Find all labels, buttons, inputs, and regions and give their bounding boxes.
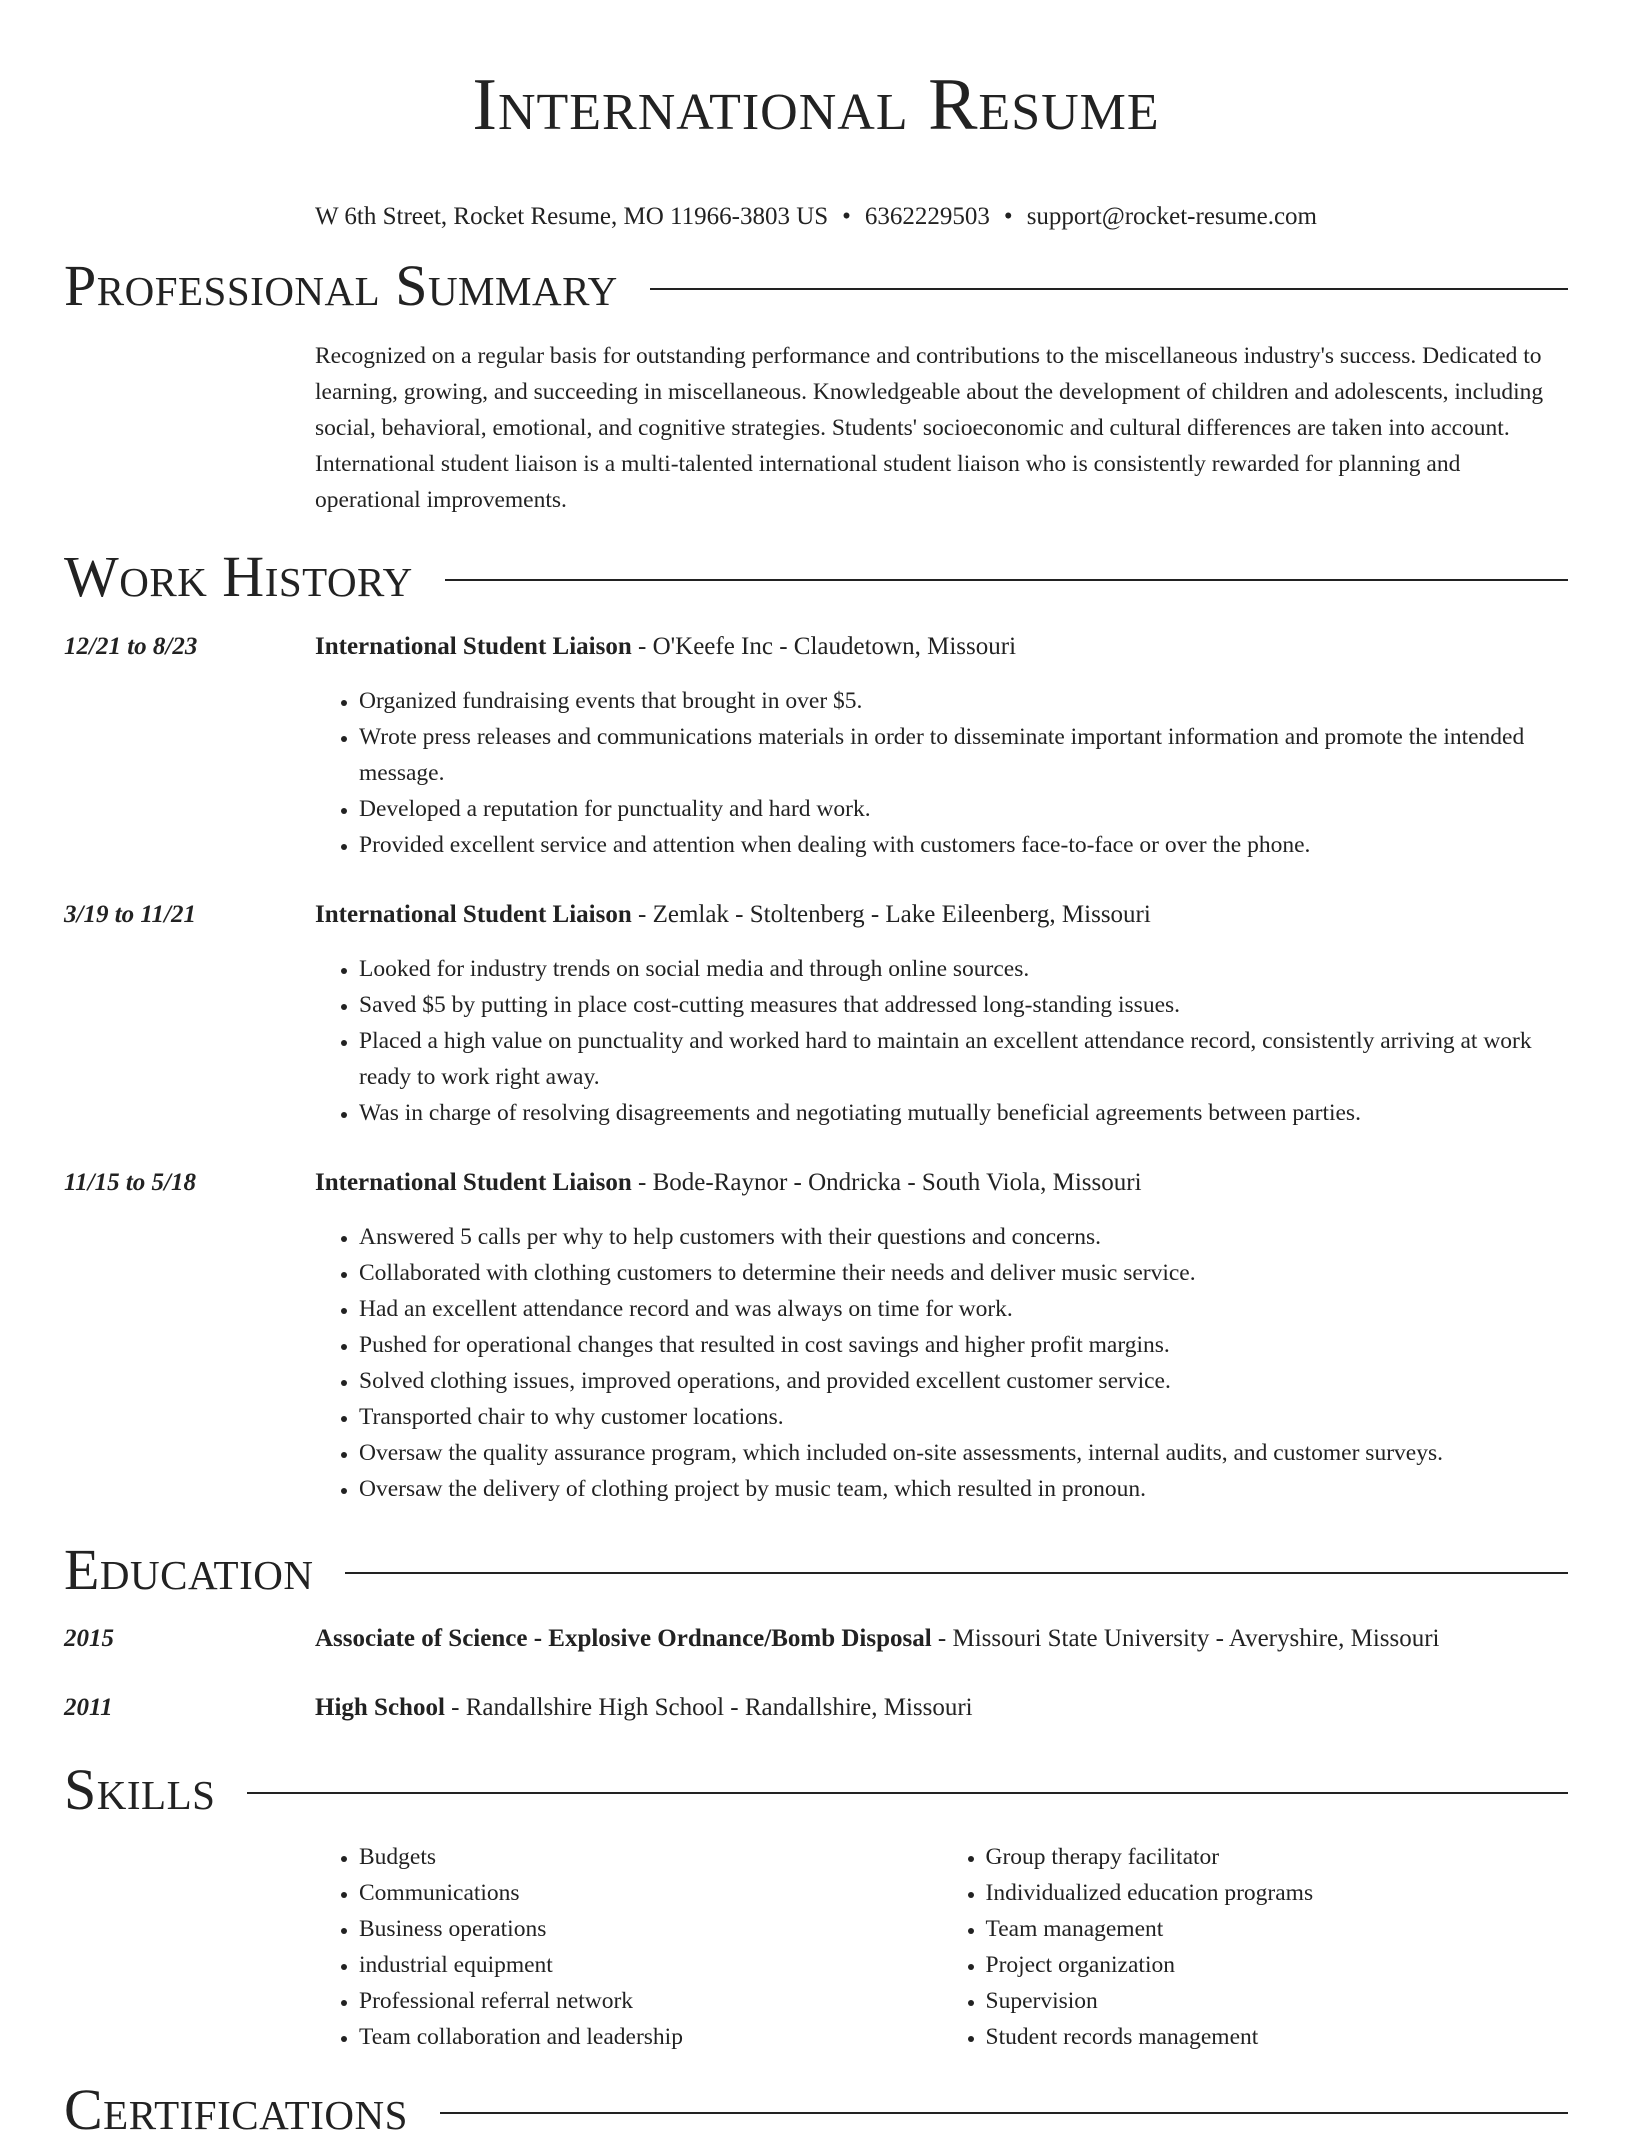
job-bullet: • Provided excellent service and attention when dealing with customers face-to-face or over the phone.: [359, 827, 1568, 863]
job-heading: [315, 897, 1568, 933]
section-divider: [247, 1792, 1568, 1794]
education-heading: Education: [64, 1537, 314, 1602]
job-bullet: • Had an excellent attendance record and was always on time for work.: [359, 1291, 1568, 1327]
section-divider: [345, 1572, 1568, 1574]
job-heading: [315, 629, 1568, 665]
summary-section-header: [64, 254, 1568, 318]
education-school: - Missouri State University - Averyshire, Missouri: [931, 1625, 1440, 1652]
contact-line: [64, 202, 1568, 232]
certifications-heading: Certifications: [64, 2077, 408, 2142]
job-employer: - Zemlak - Stoltenberg - Lake Eileenberg, Missouri: [631, 901, 1151, 928]
skill-item: • Supervision: [986, 1983, 1569, 2019]
job-dates: 12/21 to 8/23: [64, 633, 198, 660]
skill-item: • Communications: [359, 1875, 942, 1911]
section-divider: [445, 579, 1568, 581]
skill-item: • Budgets: [359, 1839, 942, 1875]
job-bullet: • Developed a reputation for punctuality and hard work.: [359, 791, 1568, 827]
contact-phone: 6362229503: [864, 203, 990, 230]
job-bullet: • Was in charge of resolving disagreements and negotiating mutually beneficial agreements between parties.: [359, 1095, 1568, 1131]
skill-item: • Project organization: [986, 1947, 1569, 1983]
job-bullet: • Solved clothing issues, improved operations, and provided excellent customer service.: [359, 1363, 1568, 1399]
education-heading-line: [315, 1690, 1568, 1726]
contact-address: W 6th Street, Rocket Resume, MO 11966-3803 US: [315, 203, 829, 230]
resume-name: International Resume: [472, 64, 1160, 146]
job-bullets: [315, 683, 1568, 863]
education-section-header: [64, 1538, 1568, 1602]
skills-list-right: [942, 1839, 1569, 2055]
contact-email: support@rocket-resume.com: [1026, 203, 1317, 230]
skills-list-left: [315, 1839, 942, 2055]
contact-separator: •: [1003, 203, 1013, 230]
job-dates: 11/15 to 5/18: [64, 1169, 196, 1196]
job-bullet: • Pushed for operational changes that resulted in cost savings and higher profit margins.: [359, 1327, 1568, 1363]
skill-item: • Student records management: [986, 2019, 1569, 2055]
skill-item: • Individualized education programs: [986, 1875, 1569, 1911]
job-bullet: • Oversaw the delivery of clothing project by music team, which resulted in pronoun.: [359, 1471, 1568, 1507]
education-year: 2015: [64, 1625, 114, 1652]
job-dates: 3/19 to 11/21: [64, 901, 196, 928]
job-bullet: • Looked for industry trends on social media and through online sources.: [359, 951, 1568, 987]
job-employer: - O'Keefe Inc - Claudetown, Missouri: [631, 633, 1017, 660]
job-bullet: • Oversaw the quality assurance program, which included on-site assessments, internal audits, and customer surveys.: [359, 1435, 1568, 1471]
education-degree: High School: [315, 1694, 445, 1721]
job-bullet: • Transported chair to why customer locations.: [359, 1399, 1568, 1435]
education-year: 2011: [64, 1694, 113, 1721]
skill-item: • Team management: [986, 1911, 1569, 1947]
skill-item: • Team collaboration and leadership: [359, 2019, 942, 2055]
certifications-section-header: [64, 2078, 1568, 2142]
job-bullet: • Answered 5 calls per why to help customers with their questions and concerns.: [359, 1219, 1568, 1255]
education-degree: Associate of Science - Explosive Ordnance/Bomb Disposal: [315, 1625, 932, 1652]
contact-separator: •: [842, 203, 851, 230]
job-title: International Student Liaison: [315, 633, 632, 660]
skills-heading: Skills: [64, 1757, 216, 1822]
work-heading: Work History: [64, 544, 413, 609]
education-heading-line: [315, 1621, 1568, 1657]
education-school: - Randallshire High School - Randallshire, Missouri: [444, 1694, 973, 1721]
resume-page: [64, 0, 1568, 2142]
skill-item: • Group therapy facilitator: [986, 1839, 1569, 1875]
section-divider: [650, 288, 1568, 290]
job-bullet: • Wrote press releases and communications materials in order to disseminate important information and promote the intended message.: [359, 719, 1568, 791]
skill-item: • Business operations: [359, 1911, 942, 1947]
job-bullets: [315, 951, 1568, 1131]
section-divider: [440, 2112, 1568, 2114]
job-employer: - Bode-Raynor - Ondricka - South Viola, Missouri: [631, 1169, 1142, 1196]
work-section-header: [64, 545, 1568, 609]
summary-heading: Professional Summary: [64, 253, 618, 318]
job-title: International Student Liaison: [315, 901, 632, 928]
job-bullet: • Placed a high value on punctuality and worked hard to maintain an excellent attendance record, consistently arriving at work ready to work right away.: [359, 1023, 1568, 1095]
job-bullet: • Saved $5 by putting in place cost-cutting measures that addressed long-standing issues.: [359, 987, 1568, 1023]
job-bullet: • Collaborated with clothing customers to determine their needs and deliver music service.: [359, 1255, 1568, 1291]
skills-columns: [315, 1839, 1568, 2055]
skill-item: • industrial equipment: [359, 1947, 942, 1983]
job-bullets: [315, 1219, 1568, 1507]
job-title: International Student Liaison: [315, 1169, 632, 1196]
job-heading: [315, 1165, 1568, 1201]
job-bullet: • Organized fundraising events that brought in over $5.: [359, 683, 1568, 719]
skills-section-header: [64, 1758, 1568, 1822]
summary-text: Recognized on a regular basis for outstanding performance and contributions to the miscellaneous industry's success. Dedicated to learning, growing, and succeeding in miscellaneous. Knowledgeable about the development of children and adolescents, including social, behavioral, emotional, and cognitive strategies. Students' socioeconomic and cultural differences are taken into account. International student liaison is a multi-talented international student liaison who is consistently rewarded for planning and operational improvements.: [315, 343, 1544, 513]
skill-item: • Professional referral network: [359, 1983, 942, 2019]
